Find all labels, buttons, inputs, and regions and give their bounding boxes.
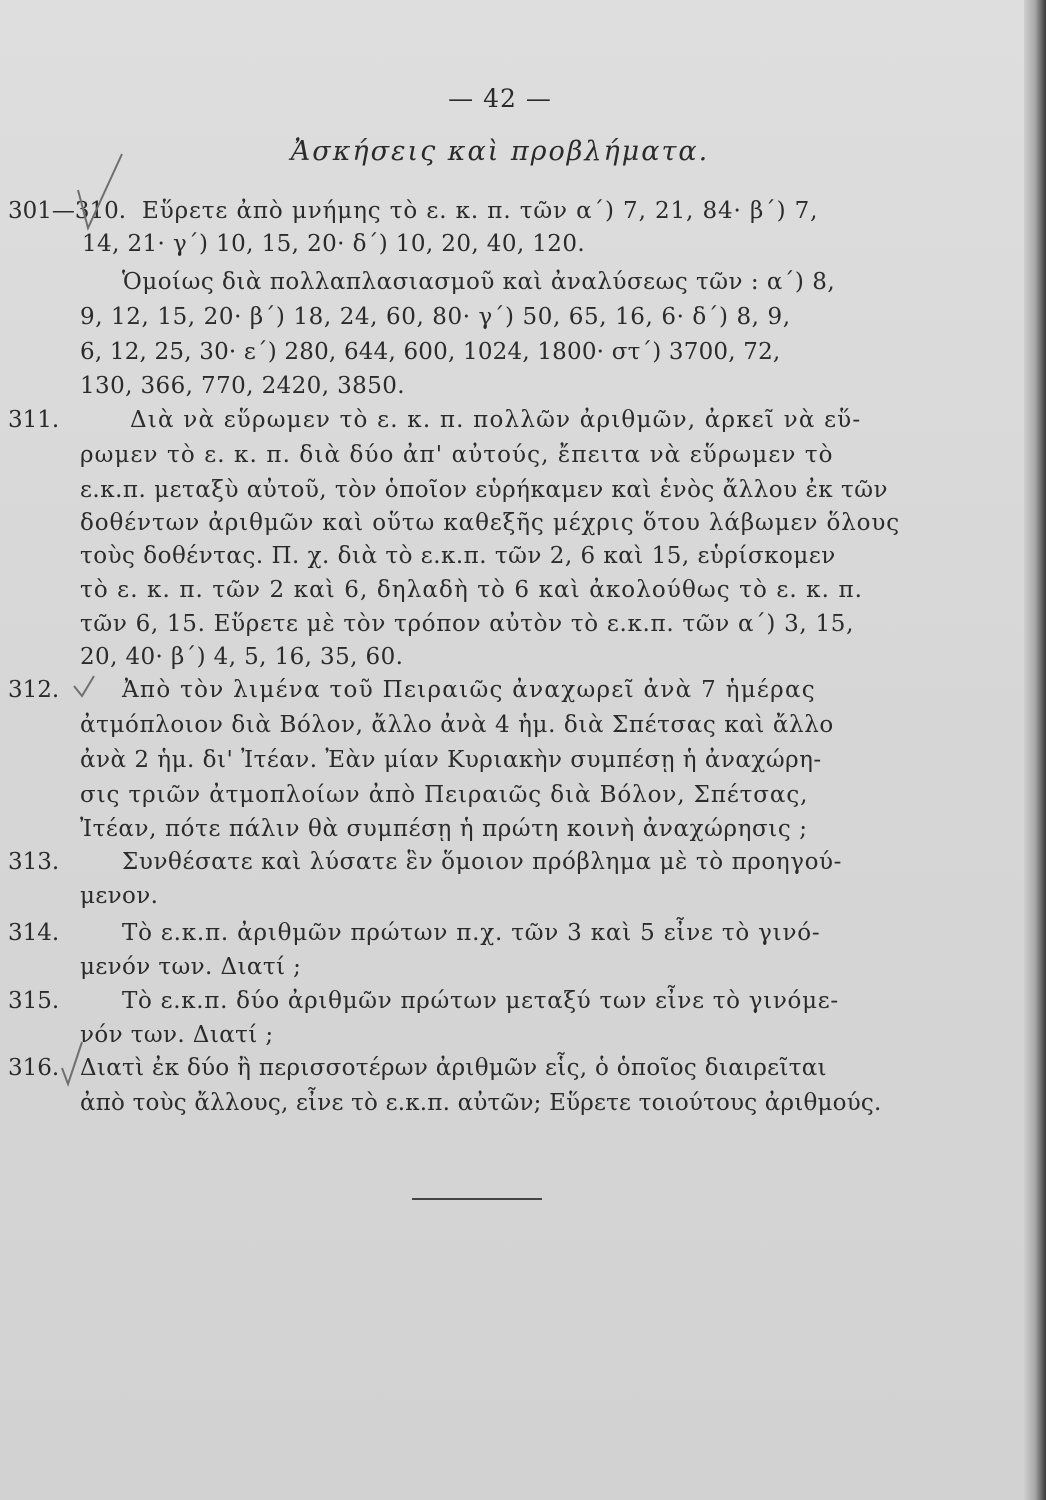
- exercise-number: 301—310.: [8, 198, 127, 224]
- exercise-line: 130, 366, 770, 2420, 3850.: [80, 373, 405, 399]
- end-divider-rule: [412, 1198, 542, 1200]
- exercise-line: σις τριῶν ἀτμοπλοίων ἀπὸ Πειραιῶς διὰ Βόλον, Σπέτσας,: [80, 782, 809, 808]
- page-edge-shadow: [1024, 0, 1046, 1500]
- exercise-line: τῶν 6, 15. Εὕρετε μὲ τὸν τρόπον αὐτὸν τὸ ε.κ.π. τῶν α΄) 3, 15,: [80, 611, 855, 637]
- exercise-line: ἀνὰ 2 ἡμ. δι' Ἰτέαν. Ἐὰν μίαν Κυριακὴν συμπέσῃ ἡ ἀναχώρη-: [80, 747, 822, 773]
- exercise-line: 14, 21· γ΄) 10, 15, 20· δ΄) 10, 20, 40, 120.: [82, 231, 586, 257]
- exercise-number: 311.: [8, 407, 60, 433]
- exercise-number: 313.: [8, 849, 60, 875]
- exercise-line: Ἰτέαν, πότε πάλιν θὰ συμπέσῃ ἡ πρώτη κοινὴ ἀναχώρησις ;: [80, 816, 808, 842]
- exercise-line: 9, 12, 15, 20· β΄) 18, 24, 60, 80· γ΄) 50, 65, 16, 6· δ΄) 8, 9,: [80, 304, 791, 330]
- exercise-line: δοθέντων ἀριθμῶν καὶ οὕτω καθεξῆς μέχρις ὅτου λάβωμεν ὅλους: [80, 510, 901, 536]
- exercise-number: 312.: [8, 677, 60, 703]
- handwritten-check-mark: [58, 1038, 88, 1088]
- page-number: — 42 —: [448, 84, 552, 113]
- exercise-line: Συνθέσατε καὶ λύσατε ἓν ὅμοιον πρόβλημα μὲ τὸ προηγού-: [122, 849, 843, 875]
- exercise-line: Διατὶ ἐκ δύο ἢ περισσοτέρων ἀριθμῶν εἷς, ὁ ὁποῖος διαιρεῖται: [80, 1055, 827, 1081]
- exercise-number: 316.: [8, 1055, 60, 1081]
- exercise-line: Ἀπὸ τὸν λιμένα τοῦ Πειραιῶς ἀναχωρεῖ ἀνὰ 7 ἡμέρας: [122, 677, 816, 703]
- exercise-line: τὸ ε. κ. π. τῶν 2 καὶ 6, δηλαδὴ τὸ 6 καὶ ἀκολούθως τὸ ε. κ. π.: [80, 577, 864, 603]
- exercise-line: μενόν των. Διατί ;: [80, 954, 302, 980]
- exercise-line: νόν των. Διατί ;: [80, 1022, 274, 1048]
- exercise-line: Ὁμοίως διὰ πολλαπλασιασμοῦ καὶ ἀναλύσεως τῶν : α΄) 8,: [122, 269, 836, 295]
- exercise-line: 6, 12, 25, 30· ε΄) 280, 644, 600, 1024, 1800· στ΄) 3700, 72,: [80, 339, 781, 365]
- exercise-line: τοὺς δοθέντας. Π. χ. διὰ τὸ ε.κ.π. τῶν 2, 6 καὶ 15, εὑρίσκομεν: [80, 543, 836, 569]
- exercise-number: 315.: [8, 988, 60, 1014]
- handwritten-check-mark: [60, 150, 130, 240]
- exercise-line: Εὕρετε ἀπὸ μνήμης τὸ ε. κ. π. τῶν α΄) 7, 21, 84· β΄) 7,: [142, 198, 819, 224]
- exercise-line: ρωμεν τὸ ε. κ. π. διὰ δύο ἀπ' αὐτούς, ἔπειτα νὰ εὕρωμεν τὸ: [80, 442, 834, 468]
- exercise-number: 314.: [8, 920, 60, 946]
- exercise-line: ἀπὸ τοὺς ἄλλους, εἶνε τὸ ε.κ.π. αὐτῶν; Εὕρετε τοιούτους ἀριθμούς.: [80, 1090, 882, 1116]
- exercise-line: Τὸ ε.κ.π. ἀριθμῶν πρώτων π.χ. τῶν 3 καὶ 5 εἶνε τὸ γινό-: [122, 920, 821, 946]
- exercise-line: Τὸ ε.κ.π. δύο ἀριθμῶν πρώτων μεταξύ των εἶνε τὸ γινόμε-: [122, 988, 839, 1014]
- exercise-line: ἀτμόπλοιον διὰ Βόλον, ἄλλο ἀνὰ 4 ἡμ. διὰ Σπέτσας καὶ ἄλλο: [80, 712, 834, 738]
- exercise-line: ε.κ.π. μεταξὺ αὐτοῦ, τὸν ὁποῖον εὑρήκαμεν καὶ ἑνὸς ἄλλου ἐκ τῶν: [80, 477, 888, 503]
- section-heading: Ἀσκήσεις καὶ προβλήματα.: [290, 136, 710, 167]
- exercise-line: μενον.: [80, 883, 159, 909]
- exercise-line: 20, 40· β΄) 4, 5, 16, 35, 60.: [80, 644, 404, 670]
- exercise-line: Διὰ νὰ εὕρωμεν τὸ ε. κ. π. πολλῶν ἀριθμῶν, ἀρκεῖ νὰ εὕ-: [130, 407, 862, 433]
- handwritten-check-mark: [70, 672, 100, 702]
